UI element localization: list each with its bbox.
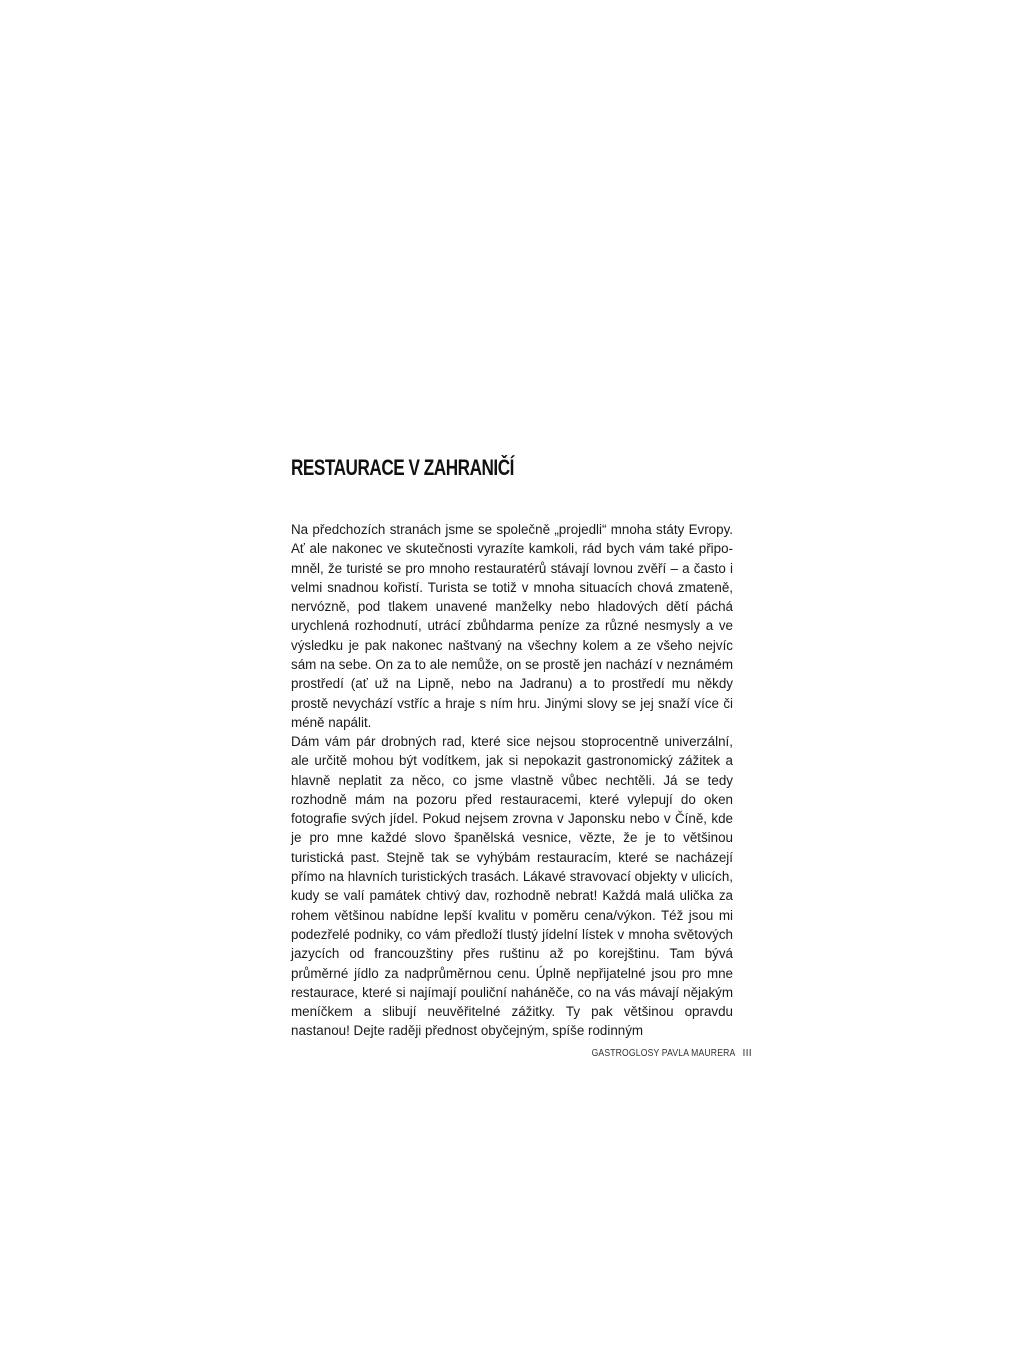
page-number: III [742, 1047, 752, 1059]
footer-book-title: GASTROGLOSY PAVLA MAURERA [591, 1047, 736, 1059]
running-footer [560, 1046, 752, 1060]
body-paragraph-1: Na předchozích stranách jsme se společně „projedli“ mnoha státy Evropy. Ať ale nakonec ve skutečnosti vyrazíte kamkoli, rád bych vám také připomněl, že turisté se pro mnoho restauratérů stávají lovnou zvěří – a často i velmi snadnou kořistí. Turista se totiž v mnoha situacích chová zmateně, nervózně, pod tlakem unavené manželky nebo hladových dětí páchá urychlená rozhodnutí, utrácí zbůhdarma peníze za různé nesmysly a ve výsledku je pak nakonec naštvaný na všechny kolem a ze všeho nejvíc sám na sebe. On za to ale nemůže, on se prostě jen nachází v neznámém prostředí (ať už na Lipně, nebo na Jadranu) a to prostředí mu někdy prostě nevychází vstříc a hraje s ním hru. Jinými slovy se jej snaží více či méně napálit. [291, 522, 733, 730]
body-paragraph-2: Dám vám pár drobných rad, které sice nejsou stoprocentně univerzální, ale určitě mohou být vodítkem, jak si nepokazit gastronomický zážitek a hlavně neplatit za něco, co jsme vlastně vůbec nechtěli. Já se tedy rozhodně mám na pozoru před restauracemi, které vylepují do oken fotografie svých jídel. Pokud nejsem zrovna v Japonsku nebo v Číně, kde je pro mne každé slovo španělská vesnice, vězte, že je to většinou turistická past. Stejně tak se vyhýbám restauracím, které se nacházejí přímo na hlavních turistických trasách. Lákavé stravovací objekty v ulicích, kudy se valí památek chtivý dav, rozhodně nebrat! Každá malá ulička za rohem většinou nabídne lepší kvalitu v poměru cena/výkon. Též jsou mi podezřelé podniky, co vám předloží tlustý jídelní lístek v mnoha světových jazycích od francouzštiny přes ruštinu až po korejštinu. Tam bývá průměrné jídlo za nadprůměrnou cenu. Úplně nepřijatelné jsou pro mne restaurace, které si najímají pouliční naháněče, co na vás mávají nějakým meníčkem a slibují neuvěřitelné zážitky. Ty pak většinou opravdu nastanou! Dejte raději přednost obyčejným, spíše rodinným [291, 734, 733, 1039]
chapter-title: RESTAURACE V ZAHRANIČÍ [291, 455, 514, 480]
